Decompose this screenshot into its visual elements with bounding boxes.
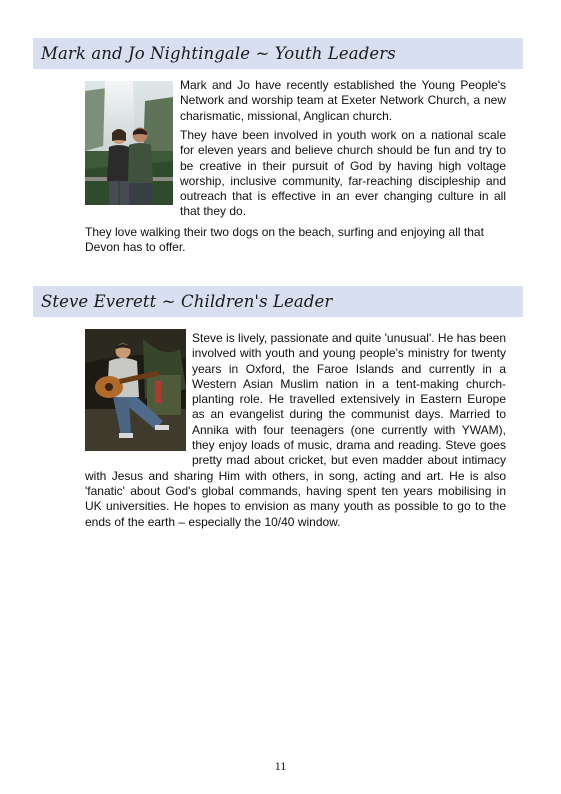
paragraph bbox=[85, 331, 506, 530]
paragraph: Mark and Jo have recently established the Young People's Network and worship team at Exeter Network Church, a new charismatic, missional, Anglican church. bbox=[180, 78, 506, 123]
photo-wrap-spacer bbox=[85, 331, 192, 455]
page-number: 11 bbox=[274, 759, 287, 773]
section-header-steve bbox=[33, 286, 523, 317]
section-title: Mark and Jo Nightingale ~ Youth Leaders bbox=[41, 44, 396, 63]
paragraph: They have been involved in youth work on a national scale for eleven years and believe church should be fun and try to be creative in their pursuit of God by having high voltage worship, inclusive community, far-reaching discipleship and outreach that is effective in an ever changing culture in all that they do. bbox=[180, 128, 506, 219]
section-title: Steve Everett ~ Children's Leader bbox=[41, 292, 333, 311]
section-header-mark-jo bbox=[33, 38, 523, 69]
couple-at-waterfall-photo bbox=[85, 81, 173, 205]
paragraph-text: Steve is lively, passionate and quite 'unusual'. He has been involved with youth and young people's ministry for twenty years in Oxford, the Faroe Islands and currently in a Western Asian Muslim nation in a tent-making church-planting role. He travelled extensively in Eastern Europe as an evangelist during the communist days. Married to Annika with four teenagers (one currently with YWAM), they enjoy loads of music, drama and reading. Steve goes pretty mad about cricket, but even madder about intimacy with Jesus and sharing Him with others, in song, acting and art. He is also 'fanatic' about God's global commands, having spent ten years mobilising in UK universities. He hopes to envision as many youth as possible to go to the ends of the earth – especially the 10/40 window. bbox=[85, 331, 506, 529]
paragraph: They love walking their two dogs on the beach, surfing and enjoying all that Devon has to offer. bbox=[85, 225, 484, 255]
